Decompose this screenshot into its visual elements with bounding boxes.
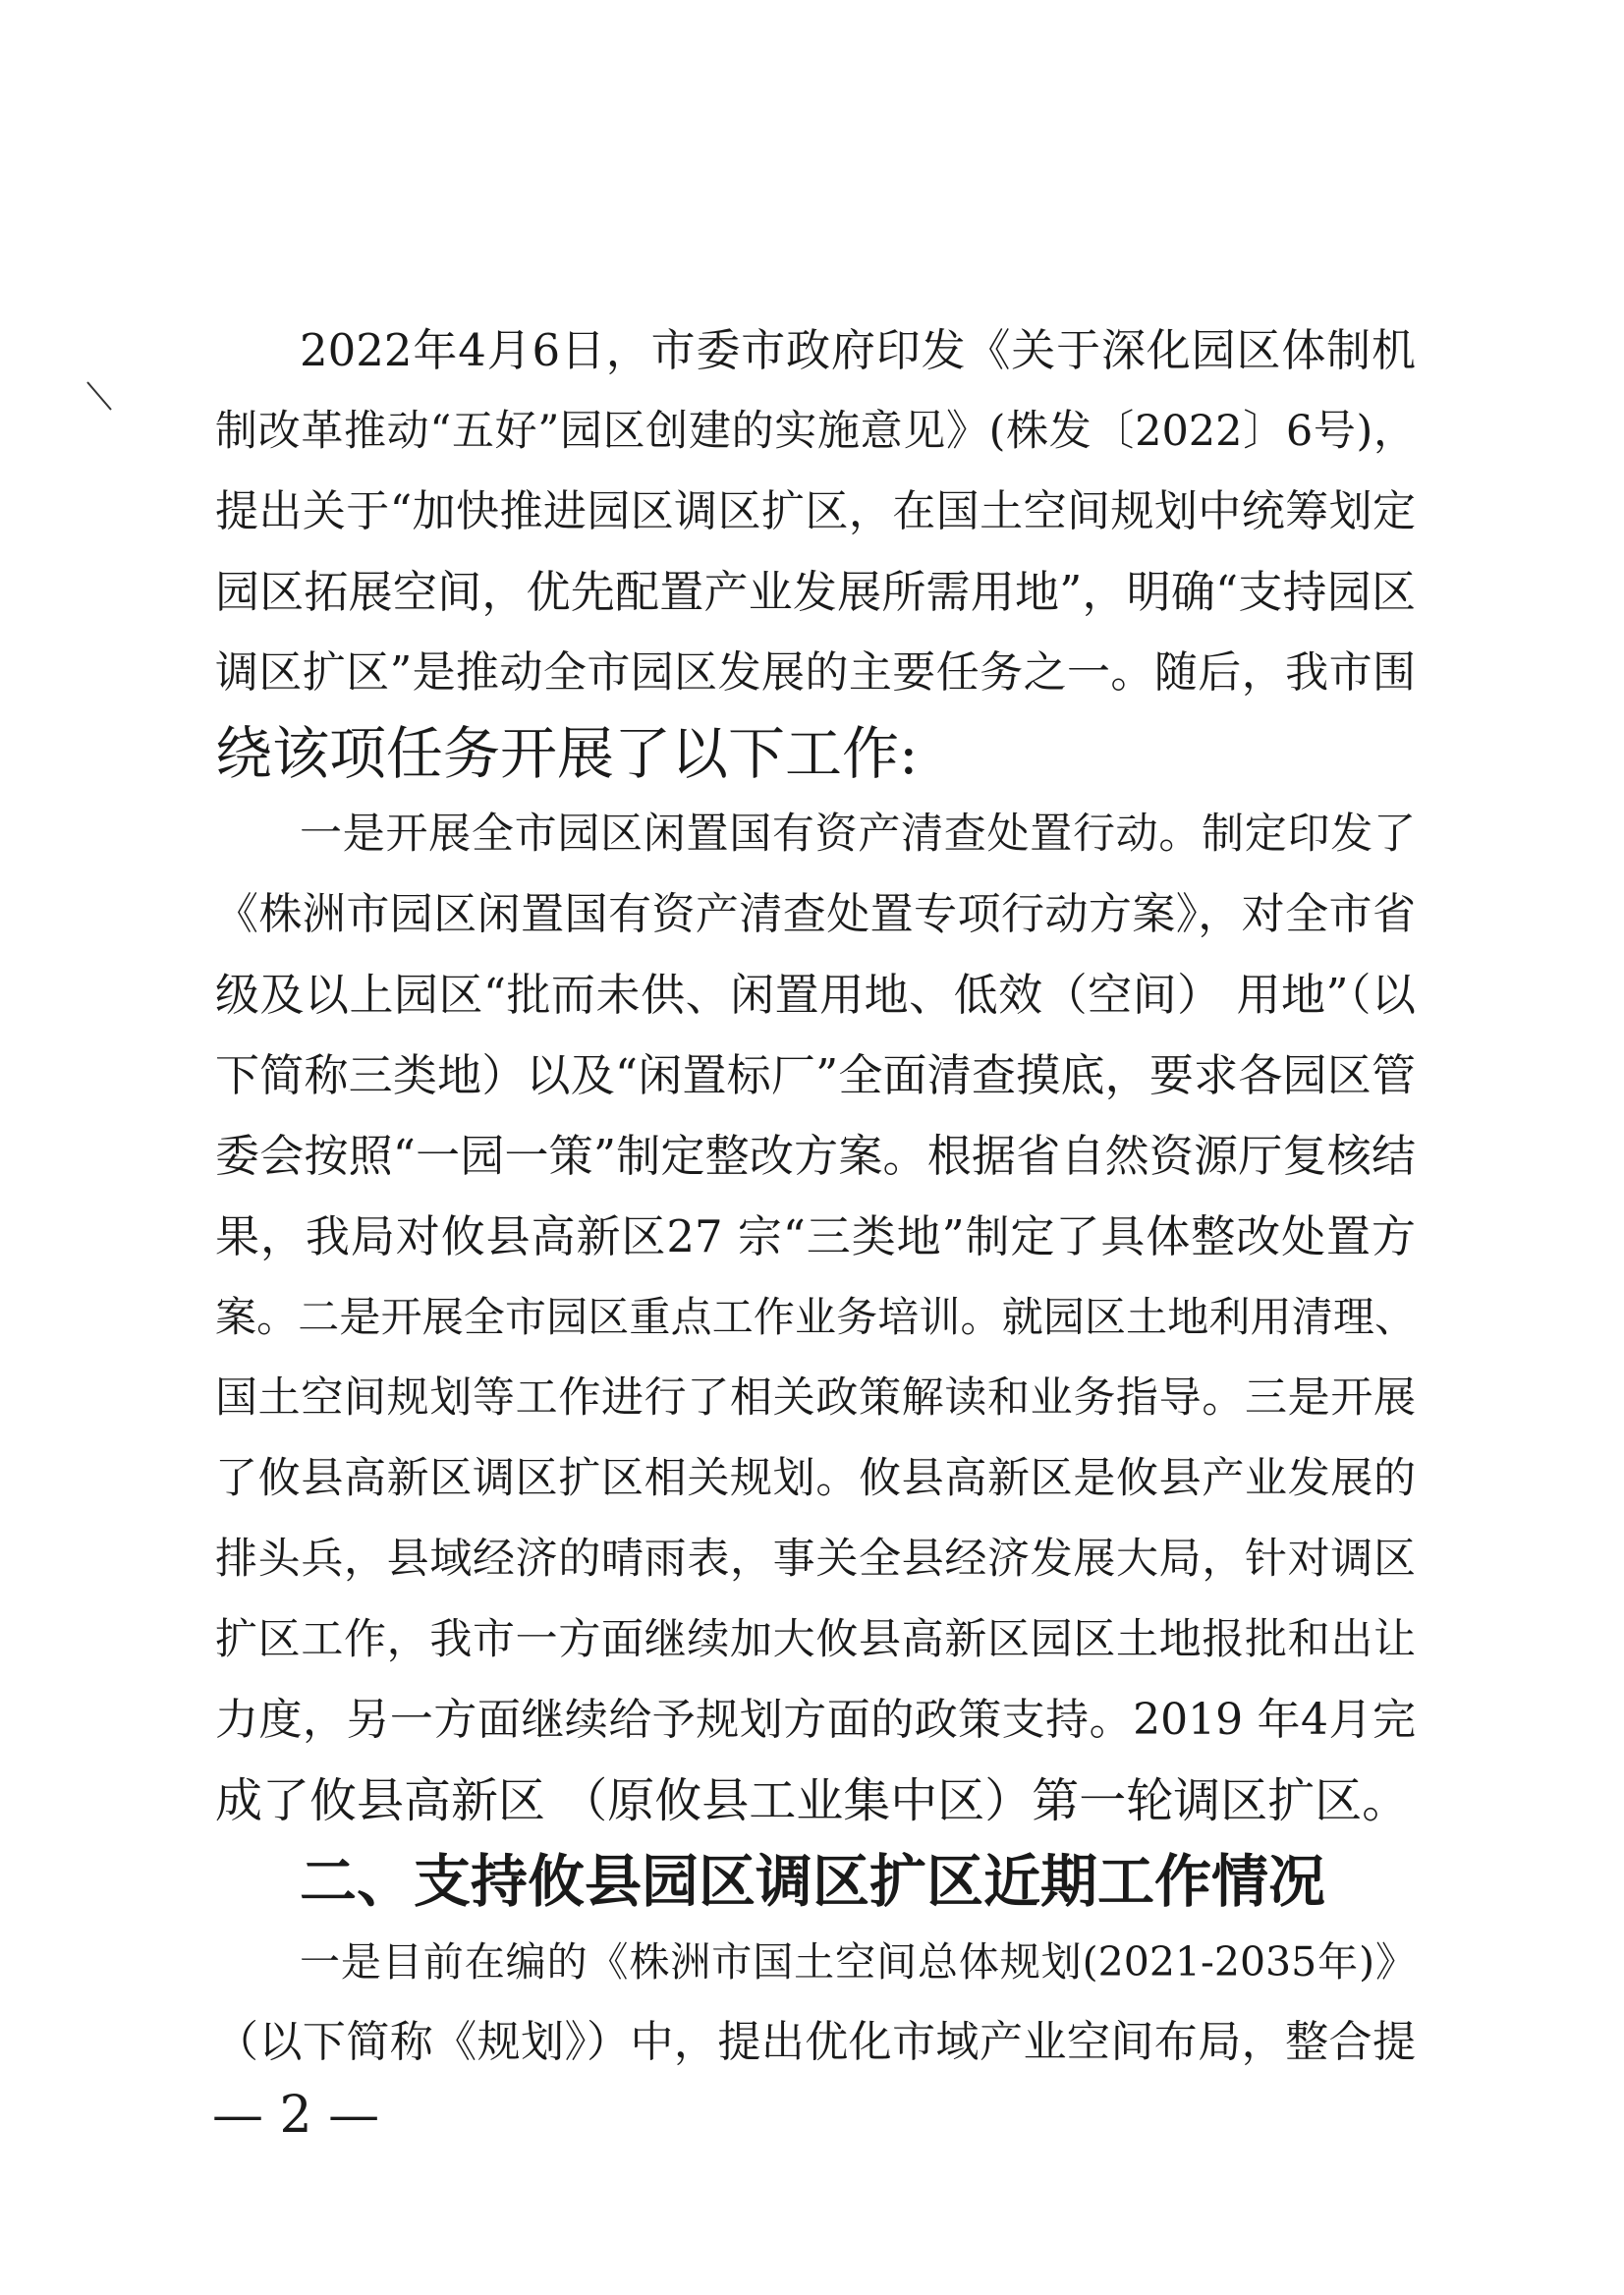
text-line: （以下简称《规划》）中，提出优化市域产业空间布局，整合提 — [215, 2017, 1416, 2067]
section-heading: 二、支持攸县园区调区扩区近期工作情况 — [300, 1848, 1326, 1915]
text-line: 调区扩区”是推动全市园区发展的主要任务之一。随后，我市围 — [215, 647, 1416, 698]
page-number: — 2 — — [212, 2086, 380, 2145]
text-line: 2022年4月6日，市委市政府印发《关于深化园区体制机 — [300, 324, 1416, 376]
text-line: 案。二是开展全市园区重点工作业务培训。就园区土地利用清理、 — [215, 1293, 1416, 1341]
text-line: 一是开展全市园区闲置国有资产清查处置行动。制定印发了 — [300, 810, 1416, 859]
text-line: 委会按照“一园一策”制定整改方案。根据省自然资源厅复核结 — [215, 1130, 1416, 1182]
text-line: 制改革推动“五好”园区创建的实施意见》(株发〔2022〕6号)， — [215, 407, 1416, 456]
text-line: 扩区工作，我市一方面继续加大攸县高新区园区土地报批和出让 — [215, 1615, 1416, 1664]
text-line: 果，我局对攸县高新区27 宗“三类地”制定了具体整改处置方 — [215, 1210, 1416, 1262]
text-line: 一是目前在编的《株洲市国土空间总体规划(2021-2035年)》 — [300, 1938, 1416, 1986]
text-line: 成了攸县高新区 （原攸县工业集中区）第一轮调区扩区。 — [215, 1773, 1410, 1828]
text-line: 园区拓展空间，优先配置产业发展所需用地”，明确“支持园区 — [215, 566, 1416, 618]
text-line: 国土空间规划等工作进行了相关政策解读和业务指导。三是开展 — [215, 1373, 1416, 1423]
text-line: 排头兵，县域经济的晴雨表，事关全县经济发展大局，针对调区 — [215, 1535, 1416, 1584]
text-line: 《株洲市园区闲置国有资产清查处置专项行动方案》，对全市省 — [215, 889, 1416, 939]
text-line: 下简称三类地）以及“闲置标厂”全面清查摸底，要求各园区管 — [215, 1049, 1416, 1101]
pen-mark — [84, 378, 123, 418]
text-line: 力度，另一方面继续给予规划方面的政策支持。2019 年4月完 — [215, 1695, 1416, 1745]
text-line: 提出关于“加快推进园区调区扩区，在国土空间规划中统筹划定 — [215, 486, 1416, 536]
text-line: 级及以上园区“批而未供、闲置用地、低效（空间） 用地”（以 — [215, 969, 1416, 1021]
text-line: 绕该项任务开展了以下工作: — [215, 720, 919, 787]
text-line: 了攸县高新区调区扩区相关规划。攸县高新区是攸县产业发展的 — [215, 1454, 1416, 1503]
